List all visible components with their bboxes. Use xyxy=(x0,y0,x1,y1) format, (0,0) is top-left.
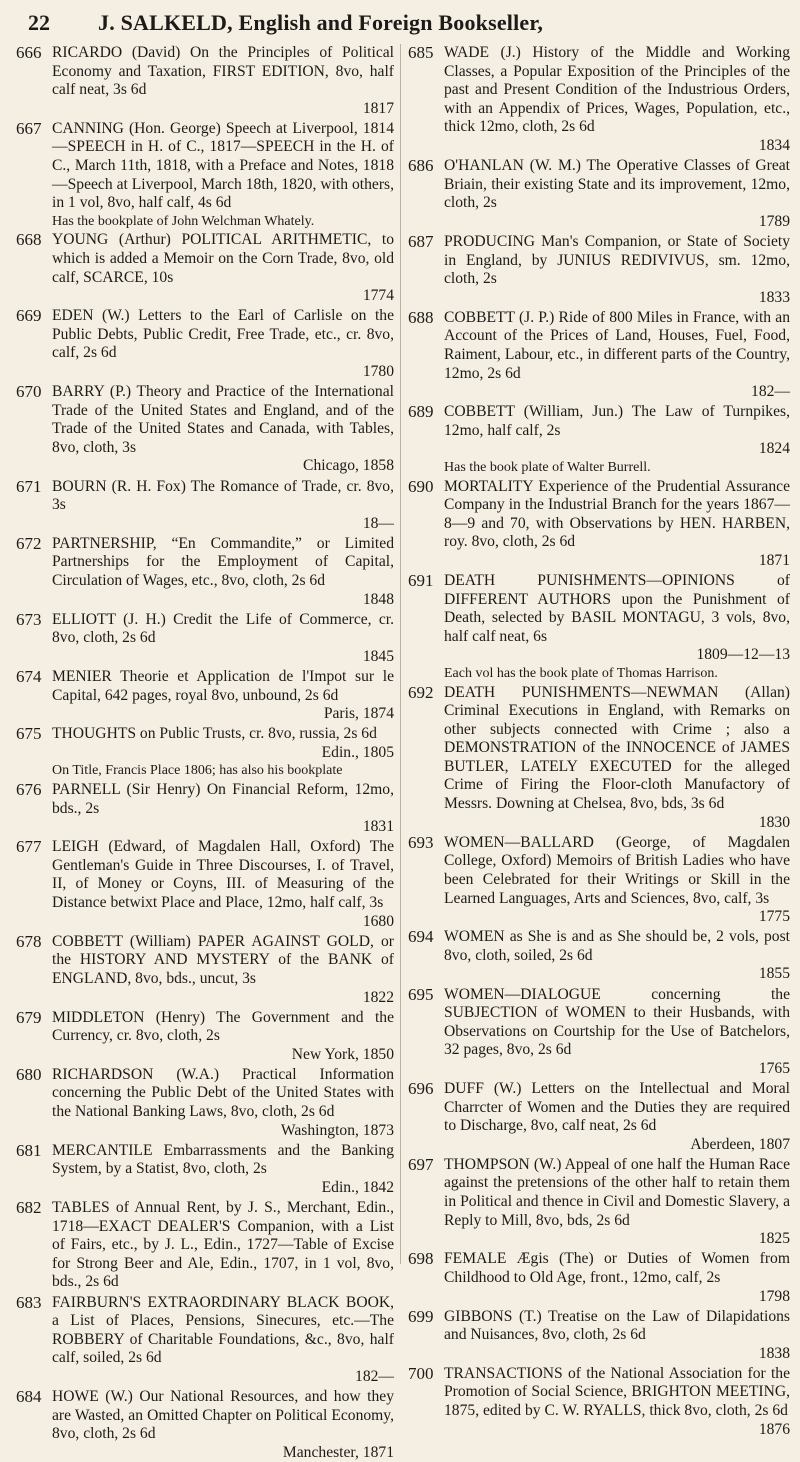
entry-description: ELLIOTT (J. H.) Credit the Life of Commerce, cr. 8vo, cloth, 2s 6d xyxy=(52,610,394,647)
entry-imprint: 1680 xyxy=(362,912,394,930)
entry-description: MORTALITY Experience of the Prudential Assurance Company in the Industrial Branch for the years 1867—8—9 and 70, with Observations by HEN. HARBEN, roy. 8vo, cloth, 2s 6d xyxy=(444,477,790,551)
entry-body xyxy=(444,44,790,156)
entry-body xyxy=(444,309,790,402)
entry-imprint: Manchester, 1871 xyxy=(282,1443,394,1461)
entry-description: MIDDLETON (Henry) The Government and the Currency, cr. 8vo, cloth, 2s xyxy=(52,1008,394,1045)
entry-imprint: 1871 xyxy=(758,551,790,569)
entry-description: DUFF (W.) Letters on the Intellectual and Moral Charrcter of Women and the Duties they are required to Discharge, 8vo, calf neat, 2s 6d xyxy=(444,1079,790,1135)
entry-number: 683 xyxy=(16,1292,42,1312)
entry-number: 668 xyxy=(16,230,42,250)
entry-note: Each vol has the book plate of Thomas Harrison. xyxy=(444,666,718,681)
catalogue-entry xyxy=(408,1308,790,1364)
entry-number: 699 xyxy=(408,1306,434,1326)
entry-body xyxy=(52,1142,394,1198)
catalogue-entry xyxy=(16,231,394,305)
entry-imprint: 1822 xyxy=(362,988,394,1006)
catalogue-entry xyxy=(16,1199,394,1292)
entry-body xyxy=(444,1365,790,1439)
entry-number: 680 xyxy=(16,1064,42,1084)
catalogue-entry xyxy=(16,307,394,381)
running-head: J. SALKELD, English and Foreign Bookseller, xyxy=(98,10,544,35)
entry-imprint: 1834 xyxy=(758,136,790,154)
entry-imprint: 1809—12—13 xyxy=(696,646,790,664)
entry-description: MERCANTILE Embarrassments and the Banking System, by a Statist, 8vo, cloth, 2s xyxy=(52,1141,394,1178)
entry-description: PARTNERSHIP, “En Commandite,” or Limited Partnerships for the Employment of Capital, Circulation of Wages, etc., 8vo, cloth, 2s 6d xyxy=(52,534,394,590)
catalogue-entry xyxy=(408,233,790,307)
entry-number: 693 xyxy=(408,832,434,852)
entry-description: THOMPSON (W.) Appeal of one half the Human Race against the pretensions of the other half to retain them in Political and thence in Civil and Domestic Slavery, a Reply to Mill, 8vo, bds, 2s 6d xyxy=(444,1155,790,1229)
entry-description: CANNING (Hon. George) Speech at Liverpool, 1814—SPEECH in H. of C., 1817—SPEECH in the H. of C., March 11th, 1818, with a Preface and Notes, 1818—Speech at Liverpool, March 18th, 1820, with others, in 1 vol, 8vo, half calf, 4s 6d xyxy=(52,119,394,212)
entry-body xyxy=(444,1308,790,1364)
left-column xyxy=(16,43,394,1461)
entry-body xyxy=(444,157,790,231)
entry-description: RICARDO (David) On the Principles of Political Economy and Taxation, FIRST EDITION, 8vo, half calf neat, 3s 6d xyxy=(52,44,394,99)
entry-note: On Title, Francis Place 1806; has also his bookplate xyxy=(52,763,343,779)
catalogue-entry xyxy=(408,1080,790,1154)
entry-imprint: Paris, 1874 xyxy=(323,705,394,723)
entry-body xyxy=(52,1294,394,1387)
catalogue-entry xyxy=(16,1066,394,1140)
entry-body xyxy=(444,928,790,984)
entry-body xyxy=(52,668,394,724)
catalogue-entry xyxy=(16,781,394,837)
entry-body xyxy=(444,478,790,571)
entry-description: BOURN (R. H. Fox) The Romance of Trade, cr. 8vo, 3s xyxy=(52,477,394,514)
entry-body xyxy=(52,1009,394,1065)
entry-imprint: New York, 1850 xyxy=(291,1045,394,1063)
entry-imprint: 1845 xyxy=(362,647,394,665)
entry-description: FAIRBURN'S EXTRAORDINARY BLACK BOOK, a List of Places, Pensions, Sinecures, etc.—The ROBBERY of Charitable Foundations, &c., 8vo, half calf, soiled, 2s 6d xyxy=(52,1293,394,1367)
entry-description: LEIGH (Edward, of Magdalen Hall, Oxford) The Gentleman's Guide in Three Discourses, I. of Travel, II, of Money or Coyns, III. of Measuring of the Distance betwixt Place and Place, 12mo, half calf, 3s xyxy=(52,838,394,912)
entry-number: 687 xyxy=(408,231,434,251)
entry-description: COBBETT (William) PAPER AGAINST GOLD, or the HISTORY AND MYSTERY of the BANK of ENGLAND, 8vo, bds., uncut, 3s xyxy=(52,932,394,987)
entry-imprint: Washington, 1873 xyxy=(280,1121,394,1139)
entry-imprint: Chicago, 1858 xyxy=(303,457,394,475)
entry-imprint: 1789 xyxy=(758,212,790,230)
entry-body xyxy=(52,1199,394,1292)
entry-number: 677 xyxy=(16,837,42,857)
entry-body xyxy=(444,1080,790,1154)
entry-body xyxy=(52,933,394,1007)
entry-description: WOMEN—BALLARD (George, of Magdalen College, Oxford) Memoirs of British Ladies who have been Celebrated for their Writings or Skill in the Learned Languages, Arts and Sciences, 8vo, calf, 3s xyxy=(444,833,790,907)
entry-imprint: 1831 xyxy=(362,818,394,836)
catalogue-entry xyxy=(408,478,790,571)
entry-description: TRANSACTIONS of the National Association for the Promotion of Social Science, BRIGHTON MEETING, 1875, edited by C. W. RYALLS, thick 8vo, cloth, 2s 6d xyxy=(444,1364,790,1420)
entry-number: 697 xyxy=(408,1154,434,1174)
catalogue-entry xyxy=(408,1365,790,1439)
entry-description: RICHARDSON (W.A.) Practical Information concerning the Public Debt of the United States with the National Banking Laws, 8vo, cloth, 2s 6d xyxy=(52,1065,394,1121)
entry-number: 669 xyxy=(16,306,42,326)
entry-number: 671 xyxy=(16,476,42,496)
entry-imprint: 1876 xyxy=(758,1420,790,1438)
entry-imprint: 1830 xyxy=(758,813,790,831)
page-number: 22 xyxy=(28,10,50,35)
catalogue-entry xyxy=(408,684,790,833)
entry-description: TABLES of Annual Rent, by J. S., Merchant, Edin., 1718—EXACT DEALER'S Companion, with a List of Fairs, etc., by J. L., Edin., 1727—Table of Excise for Strong Beer and Ale, Edin., 1707, in 1 vol, 8vo, bds., 2s 6d xyxy=(52,1199,394,1291)
entry-body xyxy=(52,611,394,667)
entry-body xyxy=(444,572,790,682)
entry-note: Has the book plate of Walter Burrell. xyxy=(444,460,651,476)
entry-number: 698 xyxy=(408,1249,434,1269)
entry-body xyxy=(52,44,394,118)
entry-number: 700 xyxy=(408,1363,434,1383)
entry-body xyxy=(444,1250,790,1306)
entry-imprint: 1780 xyxy=(362,363,394,380)
entry-imprint: Edin., 1842 xyxy=(321,1178,394,1196)
entry-number: 678 xyxy=(16,931,42,951)
catalogue-entry xyxy=(408,309,790,402)
catalogue-entry xyxy=(408,928,790,984)
entry-imprint: 1774 xyxy=(362,287,394,305)
entry-imprint: 1775 xyxy=(758,908,790,926)
entry-imprint: 1855 xyxy=(758,965,790,983)
entry-body xyxy=(444,1156,790,1249)
entry-description: MENIER Theorie et Application de l'Impot sur le Capital, 642 pages, royal 8vo, unbound, 2s 6d xyxy=(52,668,394,704)
entry-body xyxy=(444,986,790,1079)
catalogue-entry xyxy=(408,157,790,231)
entry-imprint: 1824 xyxy=(758,440,790,458)
entry-number: 692 xyxy=(408,682,434,702)
entry-imprint: 1817 xyxy=(362,99,394,117)
entry-body xyxy=(52,725,394,779)
catalogue-entry xyxy=(16,1294,394,1387)
catalogue-entry xyxy=(408,403,790,476)
catalogue-entry xyxy=(16,120,394,230)
entry-imprint: 1765 xyxy=(758,1059,790,1077)
entry-number: 691 xyxy=(408,571,434,591)
entry-description: WOMEN—DIALOGUE concerning the SUBJECTION of WOMEN to their Husbands, with Observations on Courtship for the Use of Batchelors, 32 pages, 8vo, 2s 6d xyxy=(444,985,790,1059)
entry-description: PRODUCING Man's Companion, or State of Society in England, by JUNIUS REDIVIVUS, sm. 12mo, cloth, 2s xyxy=(444,232,790,288)
entry-body xyxy=(52,307,394,381)
catalogue-entry xyxy=(16,1388,394,1462)
catalogue-entry xyxy=(16,478,394,534)
entry-body xyxy=(52,231,394,305)
entry-description: DEATH PUNISHMENTS—OPINIONS of DIFFERENT AUTHORS upon the Punishment of Death, selected by BASIL MONTAGU, 3 vols, 8vo, half calf neat, 6s xyxy=(444,572,790,645)
entry-number: 696 xyxy=(408,1078,434,1098)
entry-description: THOUGHTS on Public Trusts, cr. 8vo, russia, 2s 6d xyxy=(52,725,377,743)
entry-description: COBBETT (J. P.) Ride of 800 Miles in France, with an Account of the Prices of Land, Houses, Fuel, Food, Raiment, Labour, etc., in different parts of the Country, 12mo, 2s 6d xyxy=(444,308,790,382)
catalogue-entry xyxy=(408,44,790,156)
entry-imprint: 182— xyxy=(751,383,790,401)
entry-number: 681 xyxy=(16,1140,42,1160)
entry-imprint: 1825 xyxy=(758,1230,790,1248)
entry-body xyxy=(52,478,394,534)
entry-body xyxy=(52,120,394,230)
entry-description: O'HANLAN (W. M.) The Operative Classes of Great Briain, their existing State and its improvement, 12mo, cloth, 2s xyxy=(444,157,790,212)
entry-description: FEMALE Ægis (The) or Duties of Women from Childhood to Old Age, front., 12mo, calf, 2s xyxy=(444,1250,790,1286)
catalogue-entry xyxy=(16,933,394,1007)
entry-description: BARRY (P.) Theory and Practice of the International Trade of the United States and England, and of the Trade of the United States and Canada, with Tables, 8vo, cloth, 3s xyxy=(52,383,394,456)
entry-description: WOMEN as She is and as She should be, 2 vols, post 8vo, cloth, soiled, 2s 6d xyxy=(444,928,790,964)
entry-body xyxy=(444,684,790,833)
entry-number: 695 xyxy=(408,984,434,1004)
entry-body xyxy=(52,1388,394,1462)
entry-imprint: Aberdeen, 1807 xyxy=(690,1135,790,1153)
entry-body xyxy=(444,233,790,307)
entry-number: 682 xyxy=(16,1198,42,1218)
catalogue-entry xyxy=(16,383,394,476)
entry-number: 694 xyxy=(408,927,434,947)
entry-body xyxy=(52,838,394,931)
entry-number: 675 xyxy=(16,724,42,744)
catalogue-entry xyxy=(408,986,790,1079)
entry-description: DEATH PUNISHMENTS—NEWMAN (Allan) Criminal Executions in England, with Remarks on other subjects connected with Crime ; also a DEMONSTRATION of the INNOCENCE of JAMES BUTLER, LATELY EXECUTED for the alleged Crime of Firing the Floor-cloth Manufactory of Messrs. Downing at Chelsea, 8vo, bds, 3s 6d xyxy=(444,683,790,813)
catalogue-entry xyxy=(16,44,394,118)
entry-imprint: 1838 xyxy=(758,1344,790,1362)
catalogue-entry xyxy=(408,834,790,927)
entry-body xyxy=(52,781,394,837)
entry-number: 672 xyxy=(16,533,42,553)
catalogue-entry xyxy=(16,611,394,667)
entry-number: 685 xyxy=(408,43,434,62)
entry-number: 689 xyxy=(408,402,434,422)
entry-imprint: Edin., 1805 xyxy=(321,743,394,761)
catalogue-entry xyxy=(408,1156,790,1249)
entry-description: COBBETT (William, Jun.) The Law of Turnpikes, 12mo, half calf, 2s xyxy=(444,403,790,439)
entry-number: 679 xyxy=(16,1007,42,1027)
entry-imprint: 1798 xyxy=(758,1287,790,1305)
entry-number: 684 xyxy=(16,1386,42,1406)
entry-description: EDEN (W.) Letters to the Earl of Carlisle on the Public Debts, Public Credit, Free Trade, etc., cr. 8vo, calf, 2s 6d xyxy=(52,307,394,362)
entry-body xyxy=(52,1066,394,1140)
entry-number: 688 xyxy=(408,307,434,327)
entry-number: 670 xyxy=(16,382,42,402)
entry-body xyxy=(52,383,394,476)
catalogue-entry xyxy=(16,1009,394,1065)
entry-description: GIBBONS (T.) Treatise on the Law of Dilapidations and Nuisances, 8vo, cloth, 2s 6d xyxy=(444,1307,790,1344)
entry-imprint: 182— xyxy=(355,1367,394,1385)
entry-description: HOWE (W.) Our National Resources, and how they are Wasted, an Omitted Chapter on Political Economy, 8vo, cloth, 2s 6d xyxy=(52,1387,394,1443)
catalogue-entry xyxy=(16,838,394,931)
entry-number: 676 xyxy=(16,779,42,799)
catalogue-entry xyxy=(16,1142,394,1198)
catalogue-columns xyxy=(0,43,800,1461)
entry-number: 686 xyxy=(408,156,434,176)
catalogue-entry xyxy=(16,535,394,609)
catalogue-entry xyxy=(16,725,394,779)
entry-number: 673 xyxy=(16,609,42,629)
entry-description: PARNELL (Sir Henry) On Financial Reform, 12mo, bds., 2s xyxy=(52,780,394,817)
entry-number: 674 xyxy=(16,667,42,686)
entry-number: 667 xyxy=(16,118,42,138)
entry-body xyxy=(444,834,790,927)
entry-imprint: 1848 xyxy=(362,590,394,608)
entry-number: 690 xyxy=(408,476,434,496)
page-header xyxy=(0,6,800,42)
entry-description: WADE (J.) History of the Middle and Working Classes, a Popular Exposition of the Principles of the past and Present Condition of the Industrious Orders, with an Appendix of Prices, Wages, Population, etc., thick 12mo, cloth, 2s 6d xyxy=(444,44,790,136)
entry-body xyxy=(444,403,790,476)
right-column xyxy=(408,43,790,1438)
catalogue-entry xyxy=(408,1250,790,1306)
entry-imprint: 1833 xyxy=(758,288,790,306)
catalogue-entry xyxy=(408,572,790,682)
entry-description: YOUNG (Arthur) POLITICAL ARITHMETIC, to which is added a Memoir on the Corn Trade, 8vo, old calf, SCARCE, 10s xyxy=(52,231,394,286)
catalogue-entry xyxy=(16,668,394,724)
entry-note: Has the bookplate of John Welchman Whately. xyxy=(52,213,315,229)
entry-body xyxy=(52,535,394,609)
entry-imprint: 18— xyxy=(362,514,394,532)
entry-number: 666 xyxy=(16,43,42,62)
